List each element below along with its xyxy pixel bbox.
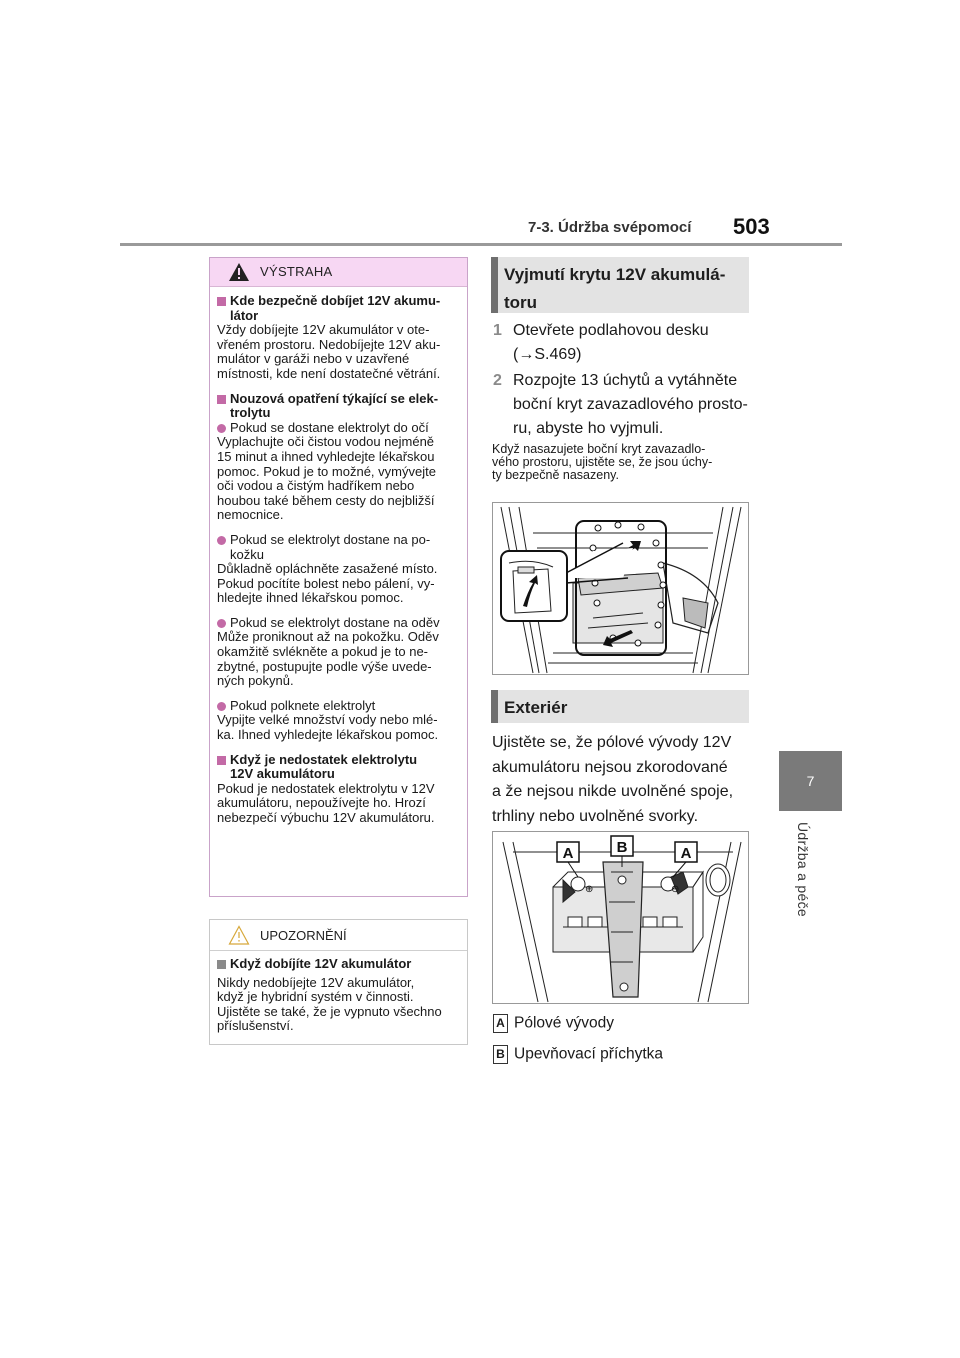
callout-a-left: A bbox=[562, 845, 574, 862]
figure-battery bbox=[492, 831, 749, 1004]
warning-s1-head: Kde bezpečně dobíjet 12V akumu- látor bbox=[217, 294, 461, 323]
warning-b4-text: Vypijte velké množství vody nebo mlé- ka. Ihned vyhledejte lékařskou pomoc. bbox=[217, 712, 439, 743]
caution-title: UPOZORNĚNÍ bbox=[260, 928, 347, 943]
square-bullet-icon bbox=[217, 960, 226, 969]
section-header: 7-3. Údržba svépomocí bbox=[528, 219, 692, 236]
svg-text:⊖: ⊖ bbox=[671, 884, 680, 895]
chapter-tab: 7 bbox=[779, 751, 842, 811]
dot-bullet-icon bbox=[217, 536, 226, 545]
warning-s3-head: Když je nedostatek elektrolytu 12V akumulátoru bbox=[217, 753, 461, 782]
battery-illustration bbox=[493, 832, 749, 1004]
caution-s1-head: Když dobíjíte 12V akumulátor bbox=[217, 957, 461, 972]
caution-s1-text: Nikdy nedobíjejte 12V akumulátor, když je hybridní systém v činnosti. Ujistěte se také, že je vypnuto všechno příslušenství. bbox=[217, 974, 442, 1034]
trunk-illustration bbox=[493, 503, 749, 675]
svg-text:⊕: ⊕ bbox=[585, 884, 594, 895]
callout-b: B bbox=[616, 839, 628, 856]
warning-box bbox=[209, 257, 468, 897]
warning-s2-head: Nouzová opatření týkající se elek- trolytu bbox=[217, 392, 461, 421]
legend-a-label: Pólové vývody bbox=[514, 1014, 614, 1032]
warning-b1-text: Vyplachujte oči čistou vodou nejméně 15 minut a ihned vyhledejte lékařskou pomoc. Pokud je to možné, vymývejte oči vodou a čistým hadříkem nebo houbou také během cesty do nejbližší nemocnice. bbox=[217, 434, 436, 523]
cover-note: Když nasazujete boční kryt zavazadlo- vého prostoru, ujistěte se, že jsou úchy- ty bezpečně nasazeny. bbox=[492, 442, 713, 482]
header-rule bbox=[120, 243, 842, 246]
legend-b-label: Upevňovací příchytka bbox=[514, 1045, 664, 1063]
chapter-label: Údržba a péče bbox=[795, 822, 811, 917]
step-1-number: 1 bbox=[493, 322, 502, 339]
step-2-number: 2 bbox=[493, 372, 502, 389]
caution-header bbox=[210, 920, 467, 951]
warning-header bbox=[210, 258, 467, 287]
square-bullet-icon bbox=[217, 297, 226, 306]
step-1-text: Otevřete podlahovou desku (→S.469) bbox=[513, 322, 709, 363]
figure-cover-removal bbox=[492, 502, 749, 675]
legend-b-key: B bbox=[493, 1045, 508, 1064]
section-title-cover: Vyjmutí krytu 12V akumulá- toru bbox=[491, 257, 749, 313]
step-1 bbox=[493, 319, 755, 367]
square-bullet-icon bbox=[217, 756, 226, 765]
callout-a-right: A bbox=[680, 845, 692, 862]
warning-icon bbox=[228, 262, 250, 282]
dot-bullet-icon bbox=[217, 619, 226, 628]
section-title-exterior: Exteriér bbox=[491, 690, 749, 723]
warning-b3-head: Pokud se elektrolyt dostane na oděv bbox=[217, 616, 461, 631]
caution-box bbox=[209, 919, 468, 1045]
warning-b3-text: Může proniknout až na pokožku. Oděv okamžitě svlékněte a pokud je to ne- zbytné, postupujte podle výše uvede- ných pokynů. bbox=[217, 629, 439, 689]
legend-a bbox=[493, 1014, 614, 1033]
caution-icon bbox=[228, 925, 250, 945]
legend-b bbox=[493, 1045, 663, 1064]
warning-b1-head: Pokud se dostane elektrolyt do očí bbox=[217, 421, 461, 436]
step-2 bbox=[493, 369, 755, 441]
legend-a-key: A bbox=[493, 1014, 508, 1033]
warning-title: VÝSTRAHA bbox=[260, 264, 333, 279]
warning-b4-head: Pokud polknete elektrolyt bbox=[217, 699, 461, 714]
dot-bullet-icon bbox=[217, 424, 226, 433]
warning-s3-text: Pokud je nedostatek elektrolytu v 12V akumulátoru, nepoužívejte ho. Hrozí nebezpečí výbuchu 12V akumulátoru. bbox=[217, 780, 435, 825]
page-number: 503 bbox=[733, 214, 770, 239]
step-2-text: Rozpojte 13 úchytů a vytáhněte boční kryt zavazadlového prosto- ru, abyste ho vyjmuli. bbox=[513, 372, 748, 437]
warning-s1-text: Vždy dobíjejte 12V akumulátor v ote- vřeném prostoru. Nedobíjejte 12V aku- mulátor v garáži nebo v uzavřené místnosti, kde není dostatečné větrání. bbox=[217, 322, 441, 381]
warning-b2-text: Důkladně opláchněte zasažené místo. Pokud pocítíte bolest nebo pálení, vy- hledejte ihned lékařskou pomoc. bbox=[217, 561, 438, 606]
exterior-text: Ujistěte se, že pólové vývody 12V akumulátoru nejsou zkorodované a že nejsou nikde uvolněné spoje, trhliny nebo uvolněné svorky. bbox=[492, 734, 734, 825]
dot-bullet-icon bbox=[217, 702, 226, 711]
square-bullet-icon bbox=[217, 395, 226, 404]
warning-b2-head: Pokud se elektrolyt dostane na po- kožku bbox=[217, 533, 461, 562]
